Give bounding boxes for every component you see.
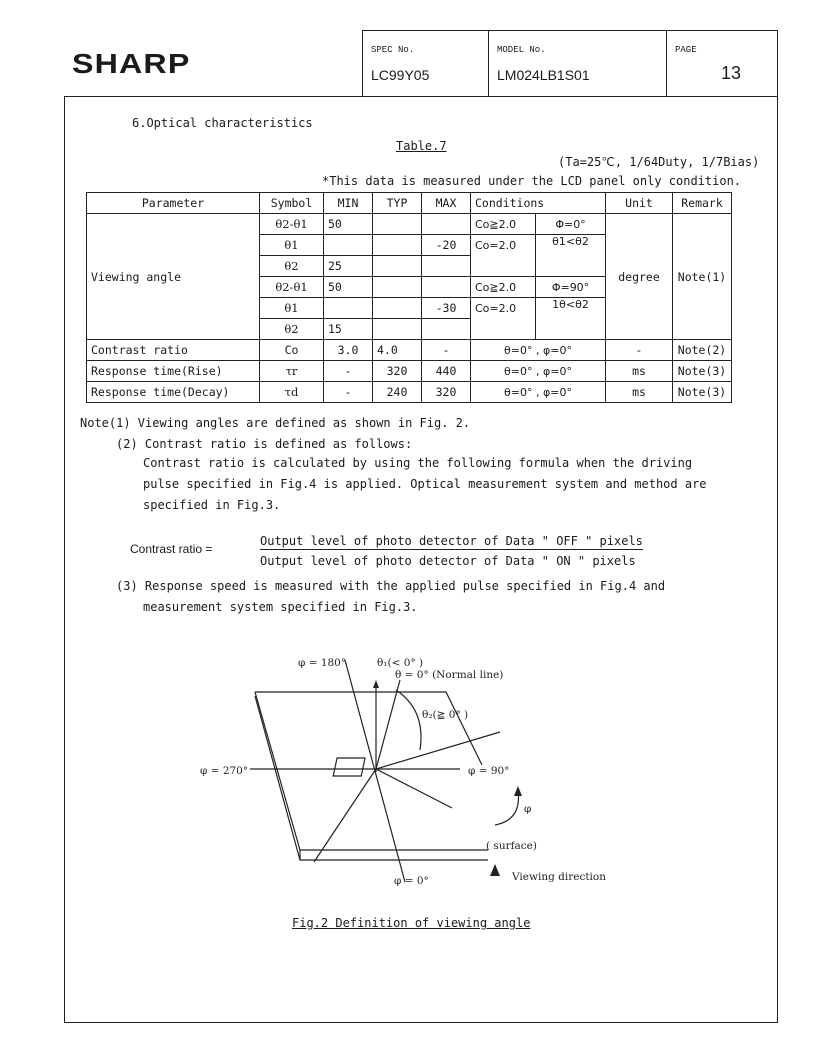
cell-symbol: τd (260, 382, 324, 403)
phi-symbol: φ (524, 803, 532, 815)
cell-max: - (422, 340, 471, 361)
cell-remark: Note(3) (673, 361, 732, 382)
table-row (87, 214, 732, 235)
table-row (87, 382, 732, 403)
table-header-row (87, 193, 732, 214)
cell-symbol: θ1 (260, 298, 324, 319)
theta2-extension (376, 769, 452, 808)
cell-theta-condition: 1θ<θ2 (536, 298, 606, 340)
model-label: MODEL No. (497, 45, 546, 55)
cell-max: -20 (422, 235, 471, 256)
cell-condition: θ=0° , φ=0° (471, 361, 606, 382)
viewing-remark: Note(1) (673, 214, 732, 340)
phi-180-label: φ = 180° (298, 657, 347, 669)
cell-condition: θ=0° , φ=0° (471, 340, 606, 361)
cell-min: - (324, 382, 373, 403)
theta0-label: θ = 0° (Normal line) (395, 669, 504, 681)
cell-min: 15 (324, 319, 373, 340)
figure-caption: Fig.2 Definition of viewing angle (292, 916, 531, 930)
page-label: PAGE (675, 45, 697, 55)
cell-max: 320 (422, 382, 471, 403)
table-row (87, 361, 732, 382)
spec-number-box (362, 30, 489, 97)
table-row (87, 340, 732, 361)
table-title: Table.7 (396, 139, 447, 153)
panel-outline-back (255, 692, 482, 765)
cell-typ (373, 214, 422, 235)
cell-parameter: Contrast ratio (87, 340, 260, 361)
note-3-line-1: (3) Response speed is measured with the applied pulse specified in Fig.4 and (116, 579, 666, 593)
cell-condition: Co=2.0 (471, 298, 536, 340)
cell-min (324, 235, 373, 256)
formula-denominator: Output level of photo detector of Data " ON " pixels (260, 554, 636, 568)
viewing-direction-arrow (490, 864, 500, 876)
cell-max (422, 214, 471, 235)
cell-typ: 240 (373, 382, 422, 403)
note-3-line-2: measurement system specified in Fig.3. (143, 600, 418, 614)
cell-typ: 4.0 (373, 340, 422, 361)
cell-typ (373, 319, 422, 340)
cell-min (324, 298, 373, 319)
cell-symbol: τr (260, 361, 324, 382)
model-value: LM024LB1S01 (497, 67, 590, 83)
surface-label: ( surface) (486, 840, 537, 852)
optical-characteristics-table (86, 192, 732, 403)
cell-condition: Co≧2.0 (471, 214, 536, 235)
cell-symbol: θ2-θ1 (260, 277, 324, 298)
cell-unit: ms (606, 361, 673, 382)
phi-0-label: φ = 0° (394, 875, 429, 887)
cell-max (422, 256, 471, 277)
cell-symbol: θ2 (260, 256, 324, 277)
cell-remark: Note(3) (673, 382, 732, 403)
cell-symbol: θ2 (260, 319, 324, 340)
viewing-direction-label: Viewing direction (512, 871, 606, 883)
contrast-ratio-label: Contrast ratio = (130, 542, 213, 556)
table-note: *This data is measured under the LCD panel only condition. (322, 174, 742, 188)
note-2-title: (2) Contrast ratio is defined as follows: (116, 437, 413, 451)
cell-symbol: Co (260, 340, 324, 361)
cell-min: 3.0 (324, 340, 373, 361)
cell-typ (373, 235, 422, 256)
theta1-label: θ₁(< 0° ) (377, 657, 424, 669)
note-2-line-2: pulse specified in Fig.4 is applied. Optical measurement system and method are (143, 477, 707, 491)
cell-max: -30 (422, 298, 471, 319)
cell-condition: Co≧2.0 (471, 277, 536, 298)
cell-min: 25 (324, 256, 373, 277)
header-min: MIN (324, 193, 373, 214)
model-number-box (488, 30, 667, 97)
viewing-unit: degree (606, 214, 673, 340)
header-remark: Remark (673, 193, 732, 214)
section-title: 6.Optical characteristics (132, 116, 313, 130)
theta1-extension (314, 769, 376, 862)
note-2-line-1: Contrast ratio is calculated by using the following formula when the driving (143, 456, 693, 470)
header-typ: TYP (373, 193, 422, 214)
theta2-arc (396, 690, 421, 750)
theta2-label: θ₂(≧ 0° ) (422, 709, 469, 721)
phi-90-label: φ = 90° (468, 765, 510, 777)
phi-270-label: φ = 270° (200, 765, 249, 777)
cell-unit: ms (606, 382, 673, 403)
spec-label: SPEC No. (371, 45, 415, 55)
sharp-logo: SHARP (72, 48, 191, 79)
header-max: MAX (422, 193, 471, 214)
header-parameter: Parameter (87, 193, 260, 214)
cell-typ (373, 298, 422, 319)
theta1-line (376, 680, 400, 769)
cell-min: - (324, 361, 373, 382)
viewing-angle-label: Viewing angle (87, 214, 260, 340)
page-box (666, 30, 778, 97)
cell-typ: 320 (373, 361, 422, 382)
cell-typ (373, 256, 422, 277)
cell-max (422, 277, 471, 298)
note-1: Note(1) Viewing angles are defined as shown in Fig. 2. (80, 416, 471, 430)
cell-remark: Note(2) (673, 340, 732, 361)
page-number: 13 (721, 63, 742, 83)
phi-arrow-head (514, 786, 522, 796)
cell-parameter: Response time(Rise) (87, 361, 260, 382)
cell-max (422, 319, 471, 340)
cell-parameter: Response time(Decay) (87, 382, 260, 403)
header-unit: Unit (606, 193, 673, 214)
spec-value: LC99Y05 (371, 67, 430, 83)
cell-phi-condition: Φ=90° (536, 277, 606, 298)
cell-symbol: θ1 (260, 235, 324, 256)
note-2-line-3: specified in Fig.3. (143, 498, 281, 512)
cell-phi-condition: Φ=0° (536, 214, 606, 235)
table-condition: (Ta=25℃, 1/64Duty, 1/7Bias) (558, 155, 760, 169)
header-symbol: Symbol (260, 193, 324, 214)
formula-numerator: Output level of photo detector of Data " OFF " pixels (260, 534, 643, 548)
cell-typ (373, 277, 422, 298)
cell-theta-condition: θ1<θ2 (536, 235, 606, 277)
cell-condition: Co=2.0 (471, 235, 536, 277)
header-conditions: Conditions (471, 193, 606, 214)
viewing-angle-diagram (190, 650, 640, 895)
normal-arrow-head (373, 680, 379, 688)
cell-max: 440 (422, 361, 471, 382)
cell-min: 50 (324, 277, 373, 298)
pixel-patch (333, 758, 365, 776)
cell-unit: - (606, 340, 673, 361)
cell-symbol: θ2-θ1 (260, 214, 324, 235)
cell-condition: θ=0° , φ=0° (471, 382, 606, 403)
cell-min: 50 (324, 214, 373, 235)
